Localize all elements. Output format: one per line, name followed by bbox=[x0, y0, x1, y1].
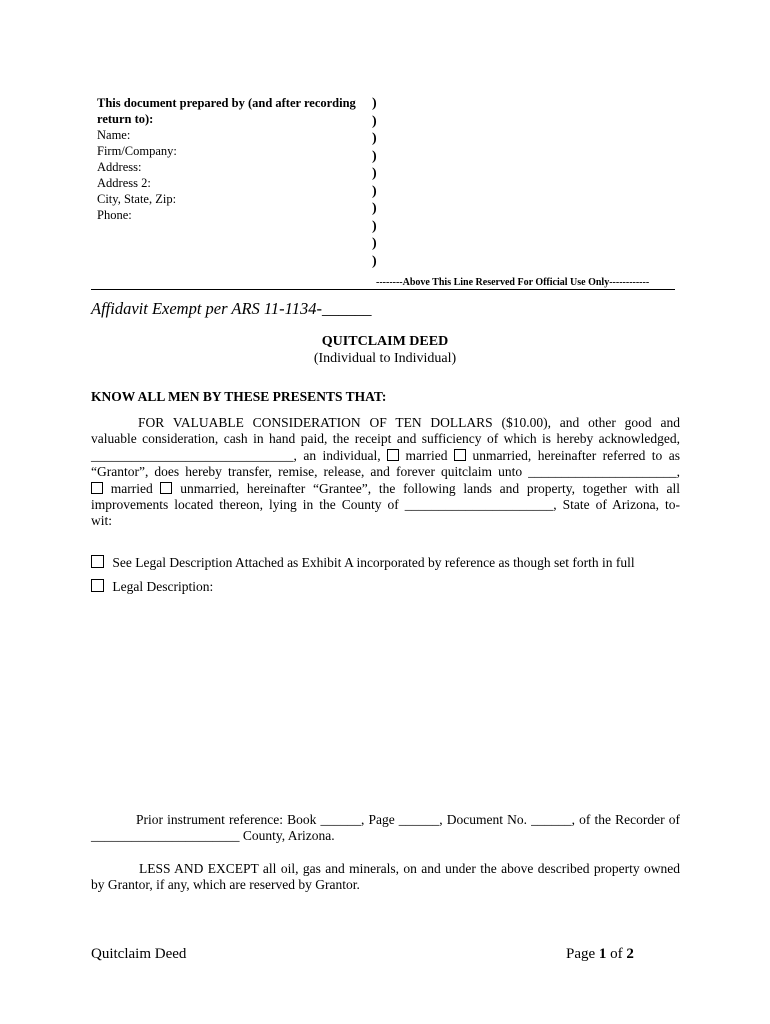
less-except-line: by Grantor, if any, which are reserved by Grantor. bbox=[91, 877, 360, 893]
legal-description-checkbox[interactable] bbox=[91, 579, 104, 592]
exhibit-checkbox[interactable] bbox=[91, 555, 104, 568]
grantee-unmarried-label: unmarried, hereinafter “Grantee”, the following lands and property, together with all bbox=[180, 480, 681, 496]
grantor-unmarried-label: unmarried, hereinafter referred to as bbox=[472, 447, 680, 463]
affidavit-line: Affidavit Exempt per ARS 11-1134-______ bbox=[91, 299, 372, 318]
body-line: valuable consideration, cash in hand paid, the receipt and sufficiency of which is hereby acknowledged, bbox=[91, 431, 680, 447]
paren: ) bbox=[372, 183, 377, 199]
grant-paragraph bbox=[91, 415, 680, 530]
grantor-line bbox=[91, 448, 680, 464]
name-field-label: Name: bbox=[97, 128, 131, 142]
official-use-divider bbox=[91, 289, 675, 290]
phone-field-label: Phone: bbox=[97, 208, 132, 222]
less-except-paragraph bbox=[91, 861, 680, 894]
paren-column bbox=[372, 95, 377, 270]
document-subtitle: (Individual to Individual) bbox=[313, 351, 457, 366]
body-line: “Grantor”, does hereby transfer, remise, release, and forever quitclaim unto ______________________, bbox=[91, 464, 680, 480]
paren: ) bbox=[372, 218, 377, 234]
footer-title: Quitclaim Deed bbox=[91, 946, 187, 962]
paren: ) bbox=[372, 236, 377, 251]
know-all-heading: KNOW ALL MEN BY THESE PRESENTS THAT: bbox=[91, 389, 387, 404]
prior-instrument-paragraph bbox=[91, 812, 680, 845]
paren: ) bbox=[372, 148, 377, 164]
recording-block bbox=[97, 95, 356, 223]
paren: ) bbox=[372, 253, 377, 269]
grantee-line bbox=[91, 481, 680, 497]
grantee-married-checkbox[interactable] bbox=[91, 482, 103, 494]
grantor-unmarried-checkbox[interactable] bbox=[454, 449, 466, 461]
married-label: married bbox=[405, 447, 448, 463]
grantor-name-blank: ______________________________, an individual, bbox=[91, 447, 381, 463]
current-page: 1 bbox=[598, 946, 607, 962]
official-use-label: --------Above This Line Reserved For Official Use Only------------ bbox=[376, 277, 650, 288]
less-except-line: LESS AND EXCEPT all oil, gas and minerals, on and under the above described property owned bbox=[139, 861, 680, 876]
paren: ) bbox=[372, 113, 377, 129]
total-pages: 2 bbox=[626, 946, 634, 962]
body-line: wit: bbox=[91, 513, 113, 529]
paren: ) bbox=[372, 131, 377, 146]
firm-field-label: Firm/Company: bbox=[97, 144, 177, 158]
prior-line: Prior instrument reference: Book ______, Page ______, Document No. ______, of the Recorder of bbox=[136, 812, 680, 827]
recording-heading-cont: return to): bbox=[97, 112, 154, 126]
grantor-married-checkbox[interactable] bbox=[387, 449, 399, 461]
legal-description-option bbox=[91, 579, 213, 595]
page-number: Page 1 of 2 bbox=[566, 946, 634, 962]
paren: ) bbox=[372, 201, 377, 216]
document-title: QUITCLAIM DEED bbox=[321, 334, 449, 349]
married-label: married bbox=[110, 480, 153, 496]
address2-field-label: Address 2: bbox=[97, 176, 151, 190]
recording-heading: This document prepared by (and after recording bbox=[97, 96, 356, 110]
address-field-label: Address: bbox=[97, 160, 142, 174]
city-state-zip-field-label: City, State, Zip: bbox=[97, 192, 177, 206]
paren: ) bbox=[372, 96, 377, 111]
exhibit-option bbox=[91, 555, 635, 571]
body-line: improvements located thereon, lying in the County of ______________________, State of Arizona, to- bbox=[91, 497, 680, 513]
prior-line: ______________________ County, Arizona. bbox=[91, 828, 335, 844]
paren: ) bbox=[372, 166, 377, 181]
grantee-unmarried-checkbox[interactable] bbox=[160, 482, 172, 494]
body-line: FOR VALUABLE CONSIDERATION OF TEN DOLLARS ($10.00), and other good and bbox=[138, 415, 680, 430]
exhibit-label: See Legal Description Attached as Exhibit A incorporated by reference as though set forth in full bbox=[112, 555, 635, 570]
legal-description-label: Legal Description: bbox=[112, 579, 214, 594]
